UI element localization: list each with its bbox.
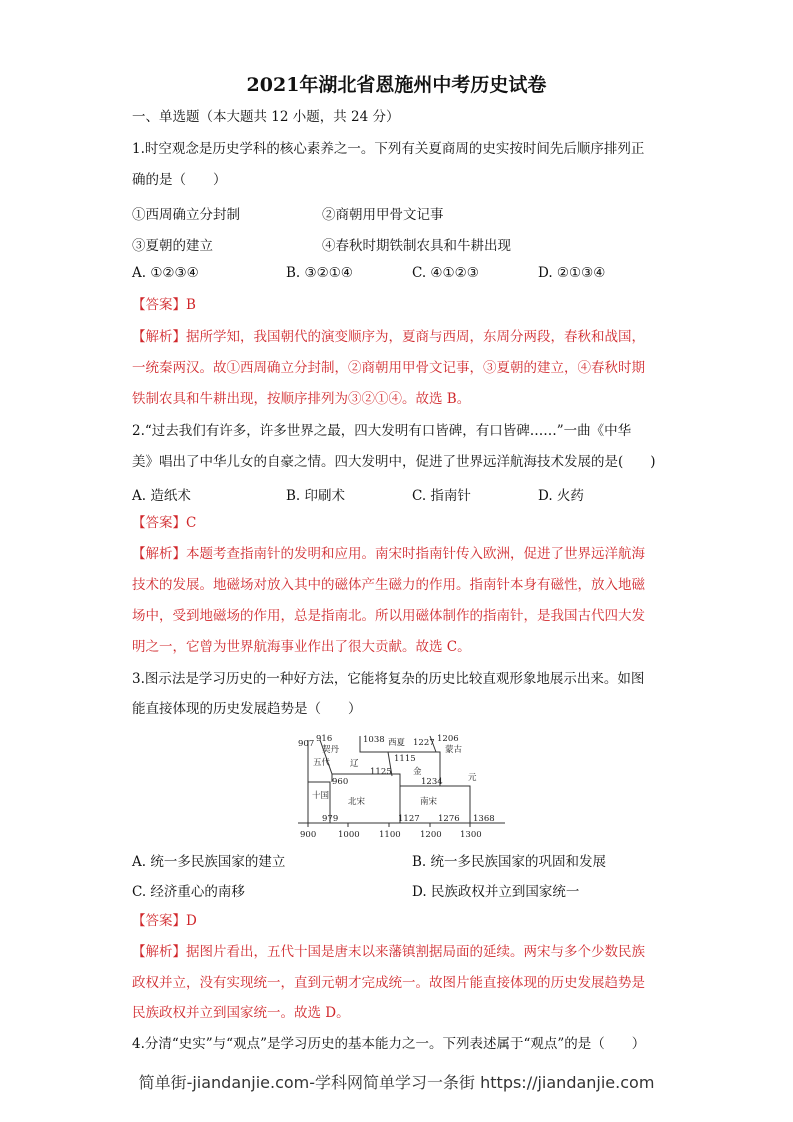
- q3-answer: 【答案】D: [132, 913, 197, 929]
- q3-stem: 3.图示法是学习历史的一种好方法，它能将复杂的历史比较直观形象地展示出来。如图: [132, 671, 645, 687]
- label-1368: 1368: [473, 814, 495, 824]
- label-jin: 金: [413, 767, 422, 777]
- q1-analysis: 【解析】据所学知，我国朝代的演变顺序为，夏商与西周，东周分两段，春秋和战国，: [132, 329, 645, 345]
- q3-option-a: A. 统一多民族国家的建立: [132, 854, 286, 870]
- q2-option-a: A. 造纸术: [132, 488, 191, 504]
- footer-watermark: 简单街-jiandanjie.com-学科网简单学习一条街 https://jiandanjie.com: [138, 1073, 655, 1092]
- label-qidan: 契丹: [322, 745, 340, 755]
- label-1206: 1206: [437, 734, 459, 744]
- q1-item: ③夏朝的建立: [132, 238, 213, 254]
- label-1038: 1038: [363, 735, 385, 745]
- label-1234: 1234: [421, 777, 443, 787]
- q1-analysis: 铁制农具和牛耕出现，按顺序排列为③②①④。故选 B。: [132, 391, 471, 407]
- q2-stem: 美》唱出了中华儿女的自豪之情。四大发明中，促进了世界远洋航海技术发展的是( ): [132, 454, 656, 470]
- q2-analysis: 场中，受到地磁场的作用，总是指南北。所以用磁体制作的指南针，是我国古代四大发: [132, 608, 645, 624]
- q2-analysis: 明之一，它曾为世界航海事业作出了很大贡献。故选 C。: [132, 639, 471, 655]
- axis-tick: 900: [300, 830, 317, 840]
- label-liao: 辽: [350, 759, 359, 769]
- label-wudai: 五代: [313, 758, 331, 768]
- label-nansong: 南宋: [420, 797, 438, 807]
- label-907: 907: [298, 739, 315, 749]
- q1-option-d: D. ②①③④: [538, 265, 606, 281]
- label-1115: 1115: [394, 754, 416, 764]
- q3-option-b: B. 统一多民族国家的巩固和发展: [412, 854, 607, 870]
- section-heading: 一、单选题（本大题共 12 小题，共 24 分）: [132, 109, 400, 125]
- q1-item: ④春秋时期铁制农具和牛耕出现: [322, 238, 511, 254]
- q2-option-c: C. 指南针: [412, 488, 471, 504]
- q2-stem: 2.“过去我们有许多，许多世界之最，四大发明有口皆碑，有口皆碑……”一曲《中华: [132, 423, 632, 439]
- q3-analysis: 政权并立，没有实现统一，直到元朝才完成统一。故图片能直接体现的历史发展趋势是: [132, 975, 645, 991]
- label-beisong: 北宋: [348, 797, 366, 807]
- q1-stem: 1.时空观念是历史学科的核心素养之一。下列有关夏商周的史实按时间先后顺序排列正: [132, 141, 645, 157]
- q1-option-a: A. ①②③④: [132, 265, 199, 281]
- q3-analysis: 【解析】据图片看出，五代十国是唐末以来藩镇割据局面的延续。两宋与多个少数民族: [132, 944, 645, 960]
- q1-item: ①西周确立分封制: [132, 207, 240, 223]
- label-1125: 1125: [370, 767, 392, 777]
- q1-item: ②商朝用甲骨文记事: [322, 207, 444, 223]
- label-979: 979: [322, 814, 339, 824]
- q4-stem: 4.分清“史实”与“观点”是学习历史的基本能力之一。下列表述属于“观点”的是（ ）: [132, 1036, 646, 1052]
- label-yuan: 元: [468, 773, 477, 783]
- dynasty-timeline-figure: [290, 728, 510, 840]
- axis-tick: 1000: [338, 830, 360, 840]
- label-1276: 1276: [438, 814, 460, 824]
- label-960: 960: [332, 777, 349, 787]
- q1-option-b: B. ③②①④: [286, 265, 353, 281]
- axis-tick: 1300: [460, 830, 482, 840]
- axis-tick: 1100: [379, 830, 401, 840]
- q2-option-b: B. 印刷术: [286, 488, 346, 504]
- q2-analysis: 技术的发展。地磁场对放入其中的磁体产生磁力的作用。指南针本身有磁性，放入地磁: [132, 577, 645, 593]
- label-menggu: 蒙古: [445, 745, 463, 755]
- label-xixia: 西夏: [388, 738, 406, 748]
- q2-analysis: 【解析】本题考查指南针的发明和应用。南宋时指南针传入欧洲，促进了世界远洋航海: [132, 546, 645, 562]
- q1-option-c: C. ④①②③: [412, 265, 479, 281]
- q3-option-d: D. 民族政权并立到国家统一: [412, 884, 580, 900]
- label-shiguo: 十国: [312, 791, 330, 801]
- page-title: 2021年湖北省恩施州中考历史试卷: [246, 74, 547, 96]
- q2-answer: 【答案】C: [132, 515, 197, 531]
- q2-option-d: D. 火药: [538, 488, 584, 504]
- label-916: 916: [316, 734, 333, 744]
- q1-analysis: 一统秦两汉。故①西周确立分封制，②商朝用甲骨文记事，③夏朝的建立，④春秋时期: [132, 360, 645, 376]
- axis-tick: 1200: [420, 830, 442, 840]
- q3-stem: 能直接体现的历史发展趋势是（ ）: [132, 701, 362, 717]
- label-1127: 1127: [398, 814, 420, 824]
- q3-option-c: C. 经济重心的南移: [132, 884, 245, 900]
- label-1227: 1227: [413, 738, 435, 748]
- q3-analysis: 民族政权并立到国家统一。故选 D。: [132, 1005, 350, 1021]
- q1-stem: 确的是（ ）: [132, 172, 227, 188]
- q1-answer: 【答案】B: [132, 297, 196, 313]
